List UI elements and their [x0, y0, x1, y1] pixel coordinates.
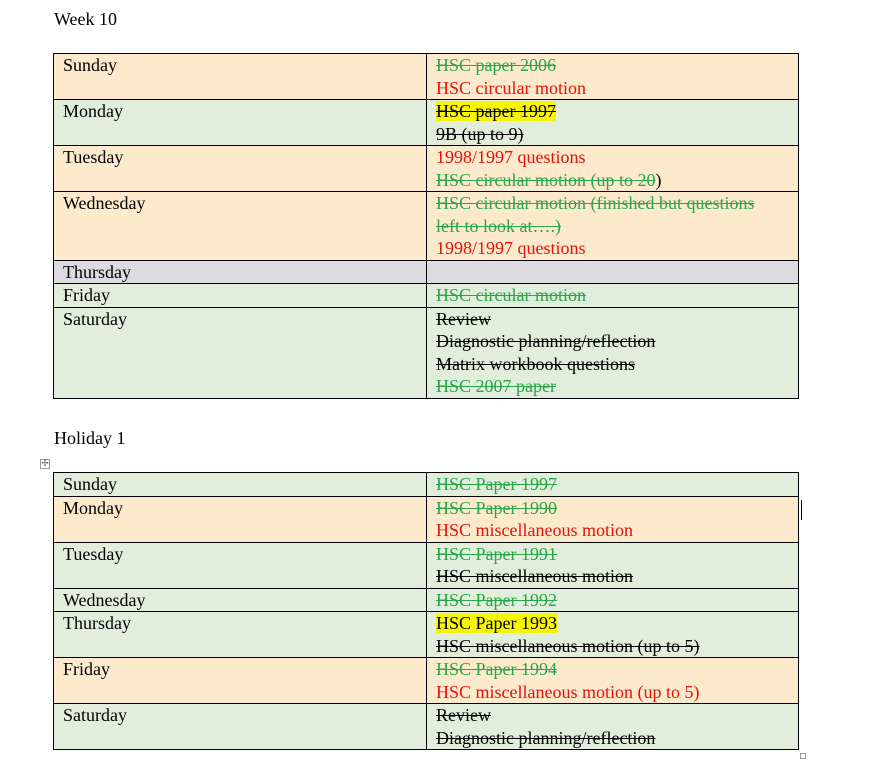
task-line: [436, 543, 798, 566]
schedule-row: [54, 704, 799, 750]
tasks-cell[interactable]: [427, 100, 799, 146]
task-line: [436, 215, 798, 238]
task-line: [436, 727, 798, 750]
task-text: Diagnostic planning/reflection: [436, 331, 656, 351]
task-line: [436, 681, 798, 704]
schedule-row: [54, 542, 799, 588]
schedule-row: [54, 307, 799, 398]
tasks-cell[interactable]: [427, 588, 799, 612]
task-text: HSC Paper 1992: [436, 589, 557, 610]
tasks-cell[interactable]: [427, 704, 799, 750]
schedule-row: [54, 146, 799, 192]
task-text: HSC paper 2006: [436, 55, 556, 75]
task-line: [436, 353, 798, 376]
schedule-row: [54, 260, 799, 284]
task-line: [436, 308, 798, 331]
task-line: [436, 169, 798, 192]
table-resize-handle[interactable]: [800, 753, 806, 759]
task-text: HSC miscellaneous motion (up to 5): [436, 635, 700, 656]
task-text: HSC circular motion (finished but questions: [436, 193, 755, 213]
task-text: HSC circular motion: [436, 77, 586, 98]
schedule-row: [54, 284, 799, 308]
task-text: 9B (up to 9): [436, 123, 524, 144]
task-line: [436, 77, 798, 100]
task-text: HSC miscellaneous motion: [436, 566, 633, 586]
section-heading-holiday-1: Holiday 1: [54, 428, 126, 448]
day-cell[interactable]: Monday: [54, 496, 427, 542]
task-line: [436, 473, 798, 496]
task-suffix: ): [655, 169, 662, 190]
task-text: left to look at….): [436, 215, 561, 236]
holiday-1-table: [53, 472, 799, 750]
day-cell[interactable]: Wednesday: [54, 588, 427, 612]
task-line: [436, 330, 798, 353]
schedule-row: [54, 588, 799, 612]
day-cell[interactable]: Saturday: [54, 704, 427, 750]
tasks-cell[interactable]: [427, 54, 799, 100]
task-text: HSC circular motion: [436, 285, 586, 305]
tasks-cell[interactable]: [427, 307, 799, 398]
day-cell[interactable]: Monday: [54, 100, 427, 146]
task-line: [436, 635, 798, 658]
task-text: HSC Paper 1990: [436, 497, 557, 518]
day-cell[interactable]: Tuesday: [54, 542, 427, 588]
schedule-row: [54, 658, 799, 704]
task-line: [436, 123, 798, 146]
task-text: HSC 2007 paper: [436, 376, 556, 396]
task-line: [436, 284, 798, 307]
task-line: [436, 497, 798, 520]
task-line: [436, 100, 798, 123]
section-heading-week-10: Week 10: [54, 9, 118, 29]
task-text: HSC miscellaneous motion (up to 5): [436, 681, 700, 702]
schedule-row: [54, 473, 799, 497]
schedule-row: [54, 612, 799, 658]
tasks-cell[interactable]: [427, 542, 799, 588]
tasks-cell[interactable]: [427, 496, 799, 542]
task-text: Review: [436, 308, 491, 329]
tasks-cell[interactable]: [427, 473, 799, 497]
task-text: 1998/1997 questions: [436, 238, 586, 258]
task-line: [436, 54, 798, 77]
task-line: [436, 237, 798, 260]
tasks-cell[interactable]: [427, 146, 799, 192]
schedule-row: [54, 54, 799, 100]
week-10-table: [53, 53, 799, 399]
task-line: [436, 146, 798, 169]
task-text: HSC paper 1997: [436, 101, 556, 121]
task-text: HSC circular motion (up to 20: [436, 169, 656, 190]
task-text: HSC Paper 1994: [436, 659, 557, 679]
task-line: [436, 704, 798, 727]
task-line: [436, 589, 798, 612]
text-cursor: [801, 500, 802, 520]
tasks-cell[interactable]: [427, 658, 799, 704]
day-cell[interactable]: Sunday: [54, 54, 427, 100]
day-cell[interactable]: Thursday: [54, 260, 427, 284]
schedule-row: [54, 496, 799, 542]
task-line: [436, 658, 798, 681]
task-text: Matrix workbook questions: [436, 353, 635, 374]
task-text: Diagnostic planning/reflection: [436, 727, 656, 748]
day-cell[interactable]: Tuesday: [54, 146, 427, 192]
task-text: HSC miscellaneous motion: [436, 520, 633, 540]
task-line: [436, 519, 798, 542]
task-text: HSC Paper 1997: [436, 474, 557, 494]
task-line: [436, 565, 798, 588]
day-cell[interactable]: Friday: [54, 658, 427, 704]
day-cell[interactable]: Saturday: [54, 307, 427, 398]
day-cell[interactable]: Thursday: [54, 612, 427, 658]
task-text: HSC Paper 1991: [436, 543, 557, 564]
task-text: 1998/1997 questions: [436, 147, 586, 167]
table-move-handle-icon[interactable]: ✢: [41, 459, 49, 469]
day-cell[interactable]: Friday: [54, 284, 427, 308]
task-text: HSC Paper 1993: [436, 613, 557, 633]
task-line: [436, 612, 798, 635]
schedule-row: [54, 100, 799, 146]
day-cell[interactable]: Sunday: [54, 473, 427, 497]
day-cell[interactable]: Wednesday: [54, 192, 427, 261]
schedule-row: [54, 192, 799, 261]
tasks-cell[interactable]: [427, 284, 799, 308]
task-text: Review: [436, 705, 491, 725]
tasks-cell[interactable]: [427, 260, 799, 284]
task-line: [436, 192, 798, 215]
tasks-cell[interactable]: [427, 612, 799, 658]
task-line: [436, 375, 798, 398]
tasks-cell[interactable]: [427, 192, 799, 261]
